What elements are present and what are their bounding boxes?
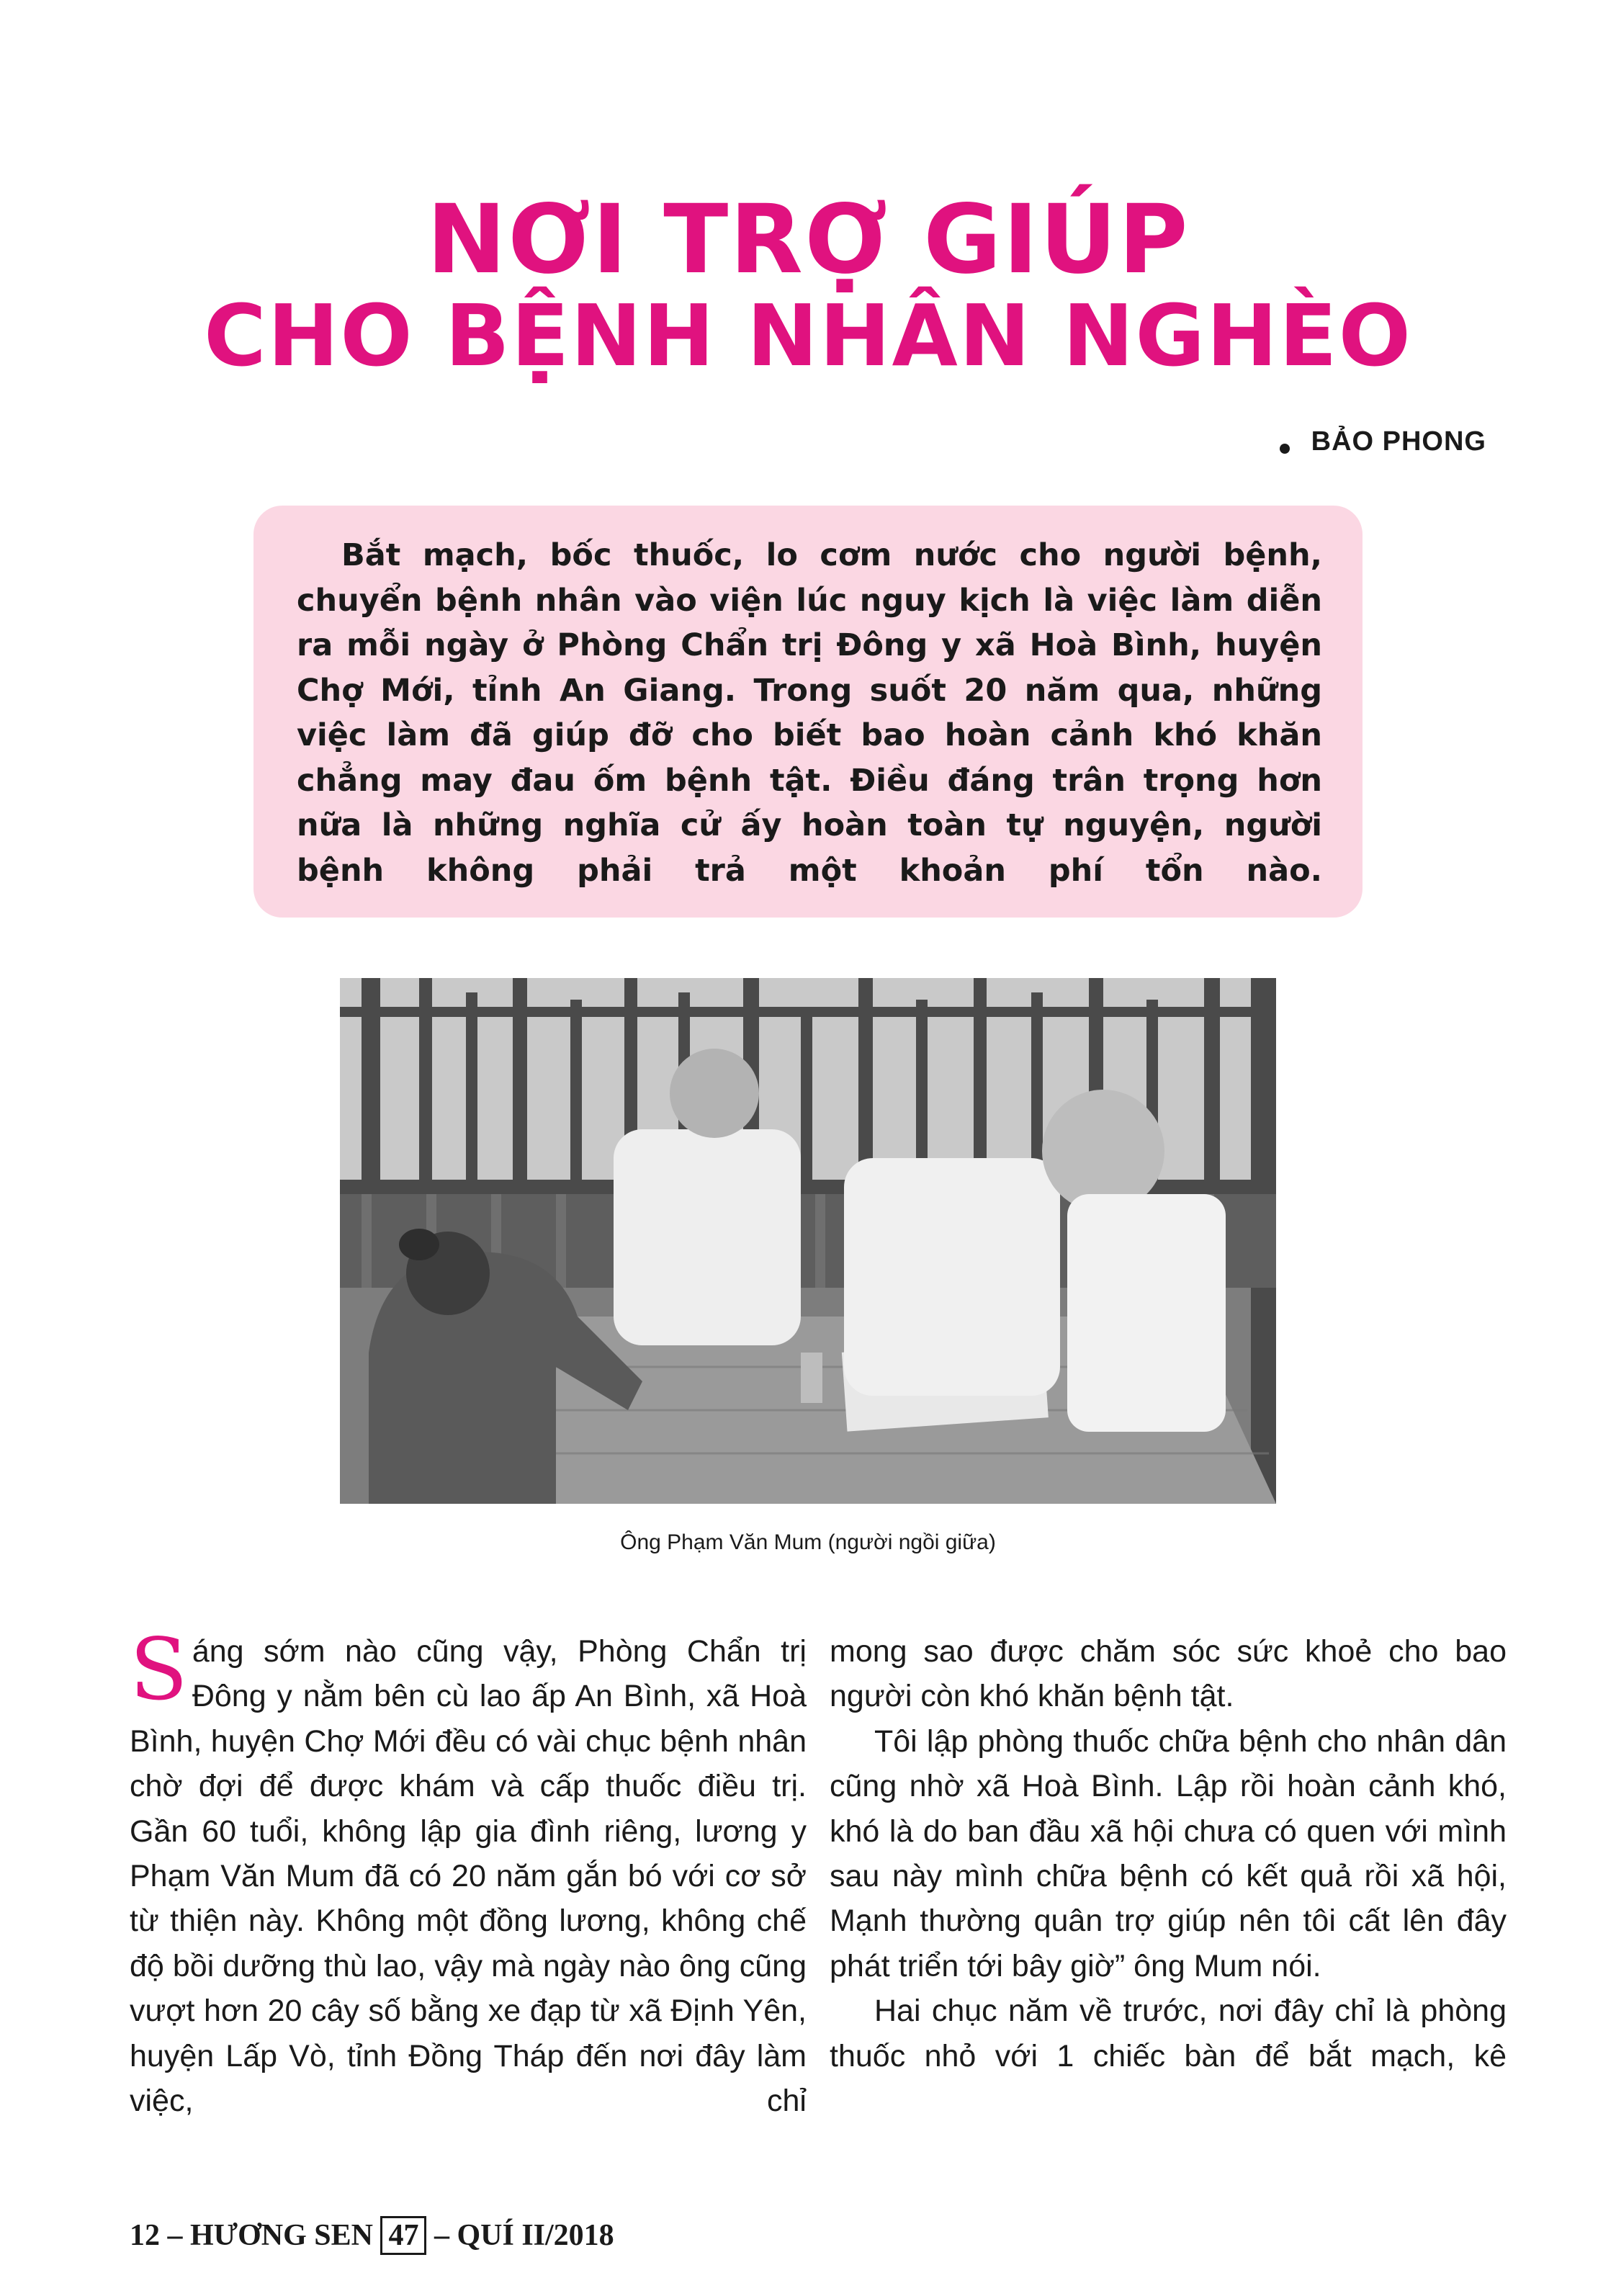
author-name: BẢO PHONG xyxy=(1311,426,1486,457)
lead-box xyxy=(253,506,1363,918)
footer-separator: – xyxy=(167,2219,183,2252)
footer-separator: – xyxy=(434,2219,449,2252)
article-title-line-1: NƠI TRỢ GIÚP xyxy=(426,184,1190,295)
photo-illustration xyxy=(340,978,1276,1504)
body-paragraph: Tôi lập phòng thuốc chữa bệnh cho nhân dân cũng nhờ xã Hoà Bình. Lập rồi hoàn cảnh khó, khó là do ban đầu xã hội chưa có quen với mình sau này mình chữa bệnh có kết quả rồi xã hội, Mạnh thường quân trợ giúp nên tôi cất lên đây phát triển tới bây giờ” ông Mum nói. xyxy=(830,1723,1507,1983)
lead-paragraph: Bắt mạch, bốc thuốc, lo cơm nước cho người bệnh, chuyển bệnh nhân vào viện lúc nguy kịch là việc làm diễn ra mỗi ngày ở Phòng Chẩn trị Đông y xã Hoà Bình, huyện Chợ Mới, tỉnh An Giang. Trong suốt 20 năm qua, những việc làm đã giúp đỡ cho biết bao hoàn cảnh khó khăn chẳng may đau ốm bệnh tật. Điều đáng trân trọng hơn nữa là những nghĩa cử ấy hoàn toàn tự nguyện, người bệnh không phải trả một khoản phí tổn nào. xyxy=(297,537,1322,889)
byline xyxy=(1280,426,1486,457)
bullet-icon xyxy=(1280,444,1290,454)
article-title-line-2: CHO BỆNH NHÂN NGHÈO xyxy=(204,286,1412,385)
issue-number: 47 xyxy=(380,2216,426,2255)
body-paragraph: mong sao được chăm sóc sức khoẻ cho bao người còn khó khăn bệnh tật. xyxy=(830,1634,1507,1714)
body-column-2 xyxy=(830,1629,1507,2078)
issue-period: QUÍ II/2018 xyxy=(457,2219,614,2252)
page-number: 12 xyxy=(130,2219,160,2252)
body-paragraph: Hai chục năm về trước, nơi đây chỉ là phòng thuốc nhỏ với 1 chiếc bàn để bắt mạch, kê xyxy=(830,1994,1507,2073)
body-paragraph xyxy=(130,1620,807,2123)
drop-cap: S xyxy=(130,1620,188,1719)
paragraph-text: áng sớm nào cũng vậy, Phòng Chẩn trị Đông y nằm bên cù lao ấp An Bình, xã Hoà Bình, huyện Chợ Mới đều có vài chục bệnh nhân chờ đợi để được khám và cấp thuốc điều trị. Gần 60 tuổi, không lập gia đình riêng, lương y Phạm Văn Mum đã có 20 năm gắn bó với cơ sở từ thiện này. Không một đồng lương, không chế độ bồi dưỡng thù lao, vậy mà ngày nào ông cũng vượt hơn 20 cây số bằng xe đạp từ xã Định Yên, huyện Lấp Vò, tỉnh Đồng Tháp đến nơi đây làm việc, chỉ xyxy=(130,1634,807,2119)
body-column-1 xyxy=(130,1620,807,2123)
page-footer xyxy=(130,2215,614,2256)
article-photo xyxy=(340,978,1276,1504)
magazine-name: HƯƠNG SEN xyxy=(190,2219,373,2252)
photo-caption: Ông Phạm Văn Mum (người ngồi giữa) xyxy=(620,1530,996,1554)
